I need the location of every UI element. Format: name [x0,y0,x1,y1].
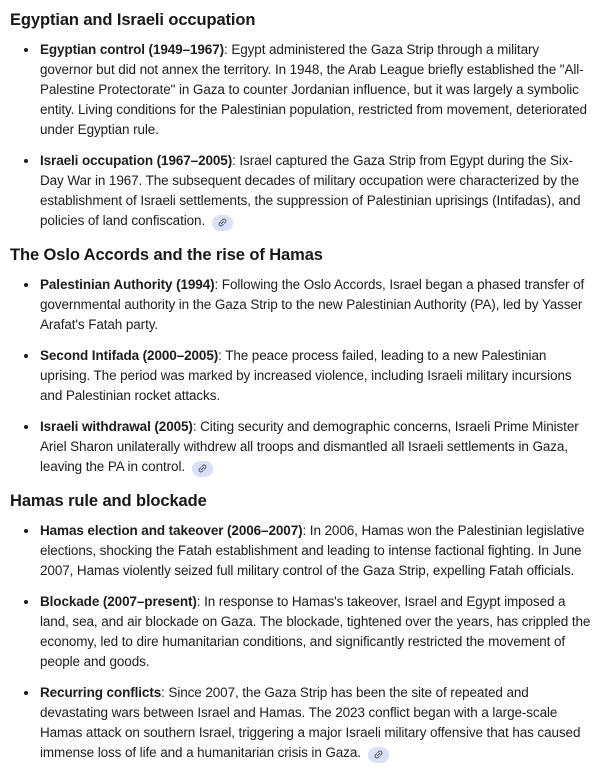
bullet-term: Blockade (2007–present) [40,594,197,609]
sections-container [10,10,592,763]
list-item [22,417,592,477]
bullet-term: Second Intifada (2000–2005) [40,348,219,363]
bullet-text: : In 2006, Hamas won the Palestinian legislative elections, shocking the Fatah establishment and leading to intense factional fighting. In June 2007, Hamas violently seized full military control of the Gaza Strip, expelling Fatah officials. [40,523,585,578]
bullet-term: Palestinian Authority (1994) [40,277,215,292]
list-item [22,275,592,335]
link-icon [370,747,386,763]
bullet-text: : Citing security and demographic concerns, Israeli Prime Minister Ariel Sharon unilaterally withdrew all troops and dismantled all Israeli settlements in Gaza, leaving the PA in control. [40,419,579,474]
list-item [22,592,592,672]
bullet-term: Hamas election and takeover (2006–2007) [40,523,303,538]
section-heading: Hamas rule and blockade [10,492,207,510]
bullet-term: Egyptian control (1949–1967) [40,42,225,57]
bullet-term: Israeli occupation (1967–2005) [40,153,233,168]
list-item [22,521,592,581]
bullet-text: : In response to Hamas's takeover, Israel and Egypt imposed a land, sea, and air blockade on Gaza. The blockade, tightened over the years, has crippled the economy, led to dire humanitarian conditions, and significantly restricted the movement of people and goods. [40,594,591,669]
section-heading: The Oslo Accords and the rise of Hamas [10,246,323,264]
bullet-term: Israeli withdrawal (2005) [40,419,193,434]
citation-link-button[interactable] [368,747,389,763]
citation-link-button[interactable] [212,215,233,231]
bullet-list [10,275,592,477]
list-item [22,40,592,140]
bullet-text: : Israel captured the Gaza Strip from Egypt during the Six-Day War in 1967. The subsequent decades of military occupation were characterized by the establishment of Israeli settlements, the suppression of Palestinian uprisings (Intifadas), and policies of land confiscation. [40,153,581,228]
list-item [22,151,592,231]
content-section [10,491,592,763]
link-icon [214,215,230,231]
bullet-text: : The peace process failed, leading to a new Palestinian uprising. The period was marked by increased violence, including Israeli military incursions and Palestinian rocket attacks. [40,348,572,403]
bullet-list [10,521,592,763]
bullet-text: : Following the Oslo Accords, Israel began a phased transfer of governmental authority in the Gaza Strip to the new Palestinian Authority (PA), led by Yasser Arafat's Fatah party. [40,277,585,332]
content-section [10,10,592,231]
bullet-text: : Since 2007, the Gaza Strip has been the site of repeated and devastating wars between Israel and Hamas. The 2023 conflict began with a large-scale Hamas attack on southern Israel, triggering a major Israeli military offensive that has caused immense loss of life and a humanitarian crisis in Gaza. [40,685,581,760]
citation-link-button[interactable] [192,461,213,477]
list-item [22,346,592,406]
link-icon [194,461,210,477]
content-section [10,245,592,477]
bullet-text: : Egypt administered the Gaza Strip through a military governor but did not annex the territory. In 1948, the Arab League briefly established the "All-Palestine Protectorate" in Gaza to counter Jordanian influence, but it was largely a symbolic entity. Living conditions for the Palestinian population, restricted from movement, deteriorated under Egyptian rule. [40,42,587,137]
list-item [22,683,592,763]
section-heading: Egyptian and Israeli occupation [10,11,256,29]
bullet-term: Recurring conflicts [40,685,162,700]
bullet-list [10,40,592,231]
